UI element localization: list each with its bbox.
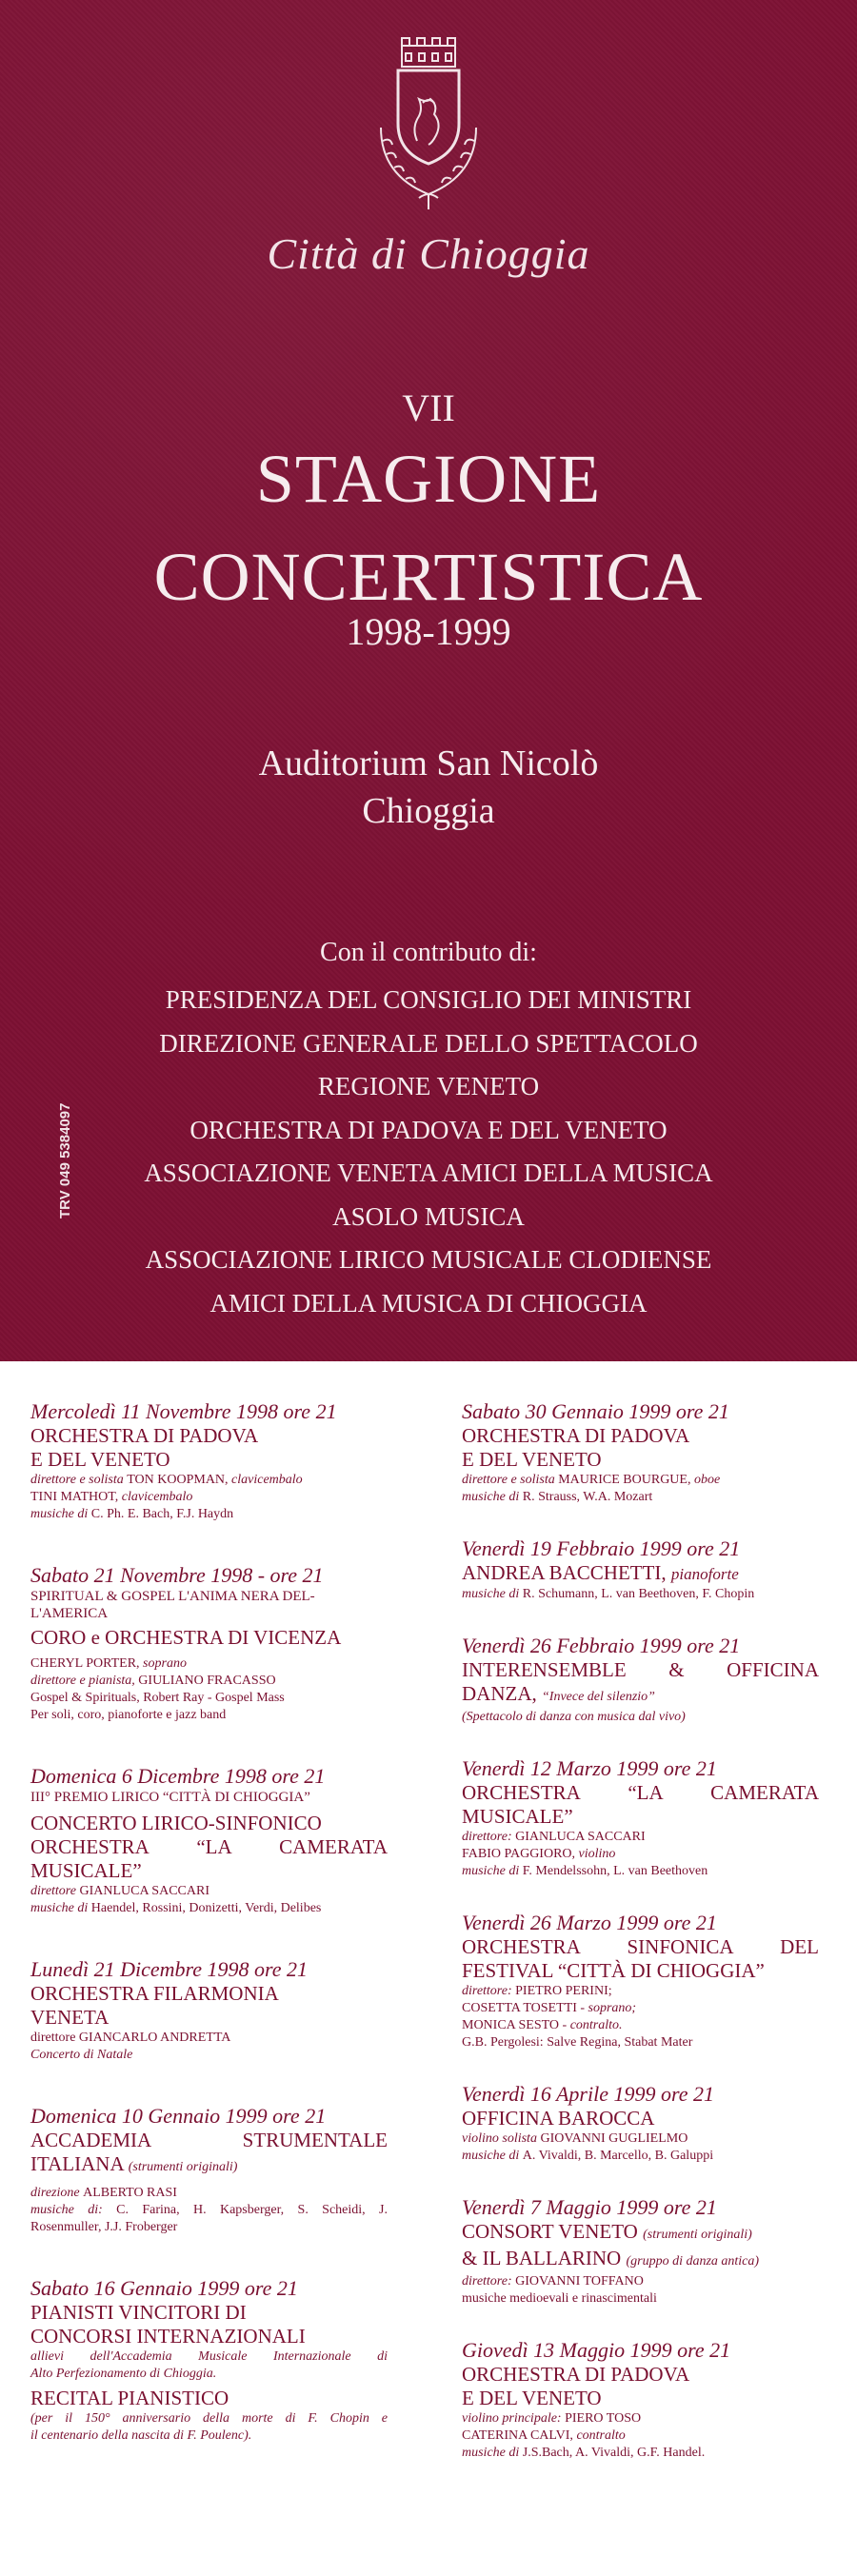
concert-details — [30, 2348, 388, 2383]
detail-text: CATERINA CALVI, — [462, 2428, 577, 2443]
detail-tail: oboe — [693, 1473, 721, 1487]
concert-entry — [462, 2338, 819, 2462]
detail-tail: contralto — [576, 2428, 626, 2443]
detail-label: musiche di — [462, 1864, 523, 1878]
concert-title-line: MUSICALE” — [462, 1805, 573, 1828]
detail-line — [30, 1489, 388, 1506]
concert-details — [462, 2273, 819, 2308]
sponsor-item: AMICI DELLA MUSICA DI CHIOGGIA — [209, 1288, 648, 1318]
concert-title — [30, 1982, 388, 2030]
detail-text: Haendel, Rossini, Donizetti, Verdi, Delibes — [90, 1901, 322, 1915]
concert-title-line: VENETA — [30, 2006, 110, 2029]
concert-date: Domenica 10 Gennaio 1999 ore 21 — [30, 2104, 327, 2128]
concert-entry — [30, 1764, 388, 1917]
concert-date: Lunedì 21 Dicembre 1998 ore 21 — [30, 1957, 309, 1981]
sponsor-item: ASSOCIAZIONE LIRICO MUSICALE CLODIENSE — [145, 1245, 712, 1274]
detail-text: J.S.Bach, A. Vivaldi, G.F. Handel. — [522, 2446, 706, 2460]
detail-text: C. Farina, H. Kapsberger, S. Scheidi, J. — [116, 2203, 388, 2217]
detail-text: R. Schumann, L. van Beethoven, F. Chopin — [522, 1587, 755, 1601]
detail-line — [30, 1900, 388, 1917]
concert-date: Domenica 6 Dicembre 1998 ore 21 — [30, 1764, 326, 1788]
title-text: ITALIANA — [30, 2152, 124, 2175]
concert-details — [30, 1883, 388, 1917]
concert-date: Venerdì 19 Febbraio 1999 ore 21 — [462, 1536, 741, 1560]
detail-text: GIOVANNI GUGLIELMO — [540, 2131, 688, 2146]
detail-text: R. Strauss, W.A. Mozart — [522, 1490, 653, 1504]
concert-details — [462, 1983, 819, 2051]
sponsor-list — [0, 979, 857, 1325]
detail-tail: clavicembalo — [121, 1490, 193, 1504]
title-subtext: (gruppo di danza antica) — [626, 2254, 760, 2269]
sponsor-item: ASOLO MUSICA — [332, 1201, 525, 1231]
programme-right-column — [462, 1399, 819, 2492]
concert-pretitle: III° PREMIO LIRICO “CITTÀ DI CHIOGGIA” — [30, 1790, 310, 1805]
title-subtext: (strumenti originali) — [643, 2228, 752, 2242]
concert-title — [462, 1781, 819, 1829]
concert-date: Venerdì 26 Marzo 1999 ore 21 — [462, 1911, 717, 1934]
concert-details — [30, 1655, 388, 1724]
concert-title — [462, 1935, 819, 1983]
pretitle-line: SPIRITUAL & GOSPEL L'ANIMA NERA DEL- — [30, 1589, 315, 1604]
contributors-intro: Con il contributo di: — [320, 938, 537, 967]
detail-label: musiche di — [462, 1587, 523, 1601]
detail-tail: clavicembalo — [231, 1473, 303, 1487]
concert-title-line: ORCHESTRA DI PADOVA — [30, 1424, 259, 1447]
concert-title-line: FESTIVAL “CITTÀ DI CHIOGGIA” — [462, 1959, 765, 1982]
sponsor-item: REGIONE VENETO — [317, 1072, 540, 1100]
concert-details — [30, 2185, 388, 2236]
concert-entry — [462, 1756, 819, 1880]
concert-title-line: CONCERTO LIRICO-SINFONICO — [30, 1812, 322, 1834]
concert-entry — [30, 2276, 388, 2445]
detail-label: direttore — [30, 1884, 80, 1898]
detail-text: F. Mendelssohn, L. van Beethoven — [522, 1864, 708, 1878]
detail-label: direttore e solista — [30, 1473, 128, 1487]
detail-label: direttore e solista — [462, 1473, 559, 1487]
detail-label: violino solista — [462, 2131, 541, 2146]
detail-line — [30, 1506, 388, 1523]
concert-title-line: ORCHESTRA SINFONICA DEL — [462, 1935, 819, 1958]
title-subtext: pianoforte — [670, 1565, 739, 1583]
concert-title-line — [462, 1682, 819, 1709]
concert-details — [462, 1709, 819, 1726]
title-subtext: (strumenti originali) — [128, 2160, 238, 2174]
city-crest-icon — [352, 36, 505, 217]
detail-label: direzione — [30, 2186, 84, 2200]
concert-details — [462, 2130, 819, 2165]
detail-tail: soprano — [143, 1656, 187, 1671]
concert-entry — [462, 1634, 819, 1726]
detail-text: TON KOOPMAN, — [127, 1473, 232, 1487]
concert-title-line: MUSICALE” — [30, 1859, 142, 1882]
concert-title-line: CONCORSI INTERNAZIONALI — [30, 2325, 306, 2348]
title-text: DANZA, — [462, 1682, 542, 1705]
detail-line: G.B. Pergolesi: Salve Regina, Stabat Mater — [462, 2035, 693, 2050]
concert-date: Venerdì 16 Aprile 1999 ore 21 — [462, 2082, 714, 2106]
sponsor-item: ASSOCIAZIONE VENETA AMICI DELLA MUSICA — [144, 1159, 713, 1187]
detail-text: GIANLUCA SACCARI — [515, 1830, 646, 1844]
detail-label: musiche di — [462, 2446, 523, 2460]
detail-label: musiche di: — [30, 2203, 117, 2217]
concert-title-line: ORCHESTRA FILARMONIA — [30, 1982, 279, 2005]
concert-title — [462, 2220, 819, 2273]
detail-label: musiche di — [30, 1901, 91, 1915]
detail-line: allievi dell'Accademia Musicale Internazionale di — [30, 2349, 388, 2364]
detail-label: direttore: — [462, 2274, 516, 2289]
side-code: TRV 049 5384097 — [57, 1102, 73, 1219]
concert-title-line: E DEL VENETO — [462, 1448, 602, 1471]
concert-entry — [30, 1563, 388, 1724]
concert-title-line: ORCHESTRA “LA CAMERATA — [30, 1835, 388, 1858]
detail-tail: contralto. — [569, 2018, 623, 2032]
detail-label: direttore e pianista, — [30, 1674, 139, 1688]
title-text: CONSORT VENETO — [462, 2220, 644, 2243]
sponsor-item: ORCHESTRA DI PADOVA E DEL VENETO — [189, 1115, 668, 1144]
season-title-line-1: STAGIONE — [255, 441, 602, 517]
detail-text: PIERO TOSO — [565, 2411, 642, 2426]
detail-label: musiche di — [462, 1490, 523, 1504]
detail-text: GIOVANNI TOFFANO — [515, 2274, 644, 2289]
concert-details — [462, 1472, 819, 1506]
concert-date: Venerdì 26 Febbraio 1999 ore 21 — [462, 1634, 741, 1657]
concert-title-line — [30, 2152, 388, 2179]
concert-title-line: ORCHESTRA “LA CAMERATA — [462, 1781, 819, 1804]
title-text: ANDREA BACCHETTI, — [462, 1561, 671, 1584]
detail-tail: violino — [578, 1847, 616, 1861]
concert-entry — [30, 1399, 388, 1523]
concert-details — [30, 1472, 388, 1523]
concert-details — [462, 2410, 819, 2462]
detail-line — [462, 2445, 819, 2462]
detail-text: CHERYL PORTER, — [30, 1656, 144, 1671]
detail-line — [30, 1883, 388, 1900]
concert-entry — [30, 1957, 388, 2064]
venue-city: Chioggia — [362, 791, 495, 831]
season-title-line-2: CONCERTISTICA — [153, 539, 704, 615]
concert-date: Venerdì 7 Maggio 1999 ore 21 — [462, 2195, 717, 2219]
detail-line — [30, 1655, 388, 1673]
detail-text: TINI MATHOT, — [30, 1490, 122, 1504]
detail-line — [30, 1472, 388, 1489]
concert-details — [462, 1586, 819, 1603]
concert-title: CORO e ORCHESTRA DI VICENZA — [30, 1626, 342, 1649]
note-line: (per il 150° anniversario della morte di F. Chopin e — [30, 2411, 388, 2426]
title-subtext: “Invece del silenzio” — [542, 1690, 655, 1704]
detail-line: Alto Perfezionamento di Chioggia. — [30, 2367, 217, 2381]
detail-line — [462, 2148, 819, 2165]
concert-title-b: RECITAL PIANISTICO — [30, 2387, 229, 2409]
concert-pretitle — [30, 1588, 388, 1622]
season-years: 1998-1999 — [346, 610, 511, 653]
detail-label: direttore: — [462, 1830, 516, 1844]
concert-title: OFFICINA BAROCCA — [462, 2107, 655, 2130]
concert-title-line: PIANISTI VINCITORI DI — [30, 2301, 247, 2324]
detail-line: musiche medioevali e rinascimentali — [462, 2291, 657, 2306]
detail-line: (Spettacolo di danza con musica dal vivo) — [462, 1710, 686, 1724]
detail-label: musiche di — [462, 2149, 523, 2163]
detail-text: PIETRO PERINI; — [515, 1984, 612, 1998]
concert-title — [30, 2129, 388, 2179]
detail-line — [462, 1586, 819, 1603]
title-text: & IL BALLARINO — [462, 2247, 627, 2269]
detail-line — [462, 1829, 819, 1846]
sponsor-item: PRESIDENZA DEL CONSIGLIO DEI MINISTRI — [165, 985, 692, 1014]
detail-line — [462, 1863, 819, 1880]
detail-line — [30, 1673, 388, 1690]
concert-notes — [30, 2410, 388, 2445]
detail-text: MONICA SESTO - — [462, 2018, 570, 2032]
concert-date: Sabato 16 Gennaio 1999 ore 21 — [30, 2276, 298, 2300]
programme-left-column — [30, 1399, 388, 2485]
concert-title-line: INTERENSEMBLE & OFFICINA — [462, 1658, 819, 1681]
concert-entry — [462, 2082, 819, 2165]
detail-line — [462, 2273, 819, 2290]
concert-title-line: E DEL VENETO — [30, 1448, 170, 1471]
concert-title-line — [462, 2247, 819, 2273]
detail-line: direttore GIANCARLO ANDRETTA — [30, 2031, 231, 2045]
concert-title — [30, 1424, 388, 1472]
sponsor-item: DIREZIONE GENERALE DELLO SPETTACOLO — [159, 1028, 698, 1058]
concert-title — [462, 1424, 819, 1472]
concert-entry — [462, 1399, 819, 1506]
detail-tail: soprano; — [588, 2001, 637, 2015]
detail-line: Rosenmuller, J.J. Froberger — [30, 2220, 178, 2234]
detail-line — [462, 2130, 819, 2148]
note-line: il centenario della nascita di F. Poulenc). — [30, 2428, 252, 2443]
venue-name: Auditorium San Nicolò — [258, 743, 599, 783]
concert-entry — [462, 1911, 819, 2051]
detail-line — [462, 2000, 819, 2017]
concert-date: Sabato 21 Novembre 1998 - ore 21 — [30, 1563, 324, 1587]
detail-line — [462, 1489, 819, 1506]
concert-title-line: ORCHESTRA DI PADOVA — [462, 2363, 690, 2386]
pretitle-line: L'AMERICA — [30, 1606, 109, 1621]
concert-entry — [30, 2104, 388, 2236]
concert-date: Sabato 30 Gennaio 1999 ore 21 — [462, 1399, 729, 1423]
detail-label: musiche di — [30, 1507, 91, 1521]
detail-line — [462, 2017, 819, 2034]
concert-title — [30, 1812, 388, 1883]
detail-text: ALBERTO RASI — [83, 2186, 177, 2200]
concert-title — [462, 1658, 819, 1709]
concert-details — [30, 2030, 388, 2064]
detail-text: MAURICE BOURGUE, — [558, 1473, 694, 1487]
concert-title — [462, 1561, 819, 1586]
detail-text: GIANLUCA SACCARI — [79, 1884, 209, 1898]
detail-line — [462, 2410, 819, 2427]
concert-title — [30, 2301, 388, 2348]
concert-details — [462, 1829, 819, 1880]
detail-line — [462, 1846, 819, 1863]
detail-line — [462, 1983, 819, 2000]
detail-line: Gospel & Spirituals, Robert Ray - Gospel Mass — [30, 1691, 285, 1705]
detail-line — [30, 2202, 388, 2219]
detail-text: C. Ph. E. Bach, F.J. Haydn — [90, 1507, 234, 1521]
concert-date: Venerdì 12 Marzo 1999 ore 21 — [462, 1756, 717, 1780]
concert-title-line: E DEL VENETO — [462, 2387, 602, 2409]
detail-line: Per soli, coro, pianoforte e jazz band — [30, 1708, 227, 1722]
concert-date: Giovedì 13 Maggio 1999 ore 21 — [462, 2338, 731, 2362]
concert-title-line: ORCHESTRA DI PADOVA — [462, 1424, 690, 1447]
detail-line — [462, 2427, 819, 2445]
detail-label: violino principale: — [462, 2411, 566, 2426]
detail-label: direttore: — [462, 1984, 516, 1998]
detail-text: COSETTA TOSETTI - — [462, 2001, 588, 2015]
detail-line: Concerto di Natale — [30, 2048, 133, 2062]
concert-date: Mercoledì 11 Novembre 1998 ore 21 — [30, 1399, 337, 1423]
detail-line — [30, 2185, 388, 2202]
season-edition: VII — [402, 386, 455, 429]
concert-entry — [462, 2195, 819, 2308]
concert-title-line — [462, 2220, 819, 2247]
concert-entry — [462, 1536, 819, 1603]
city-name: Città di Chioggia — [267, 229, 590, 278]
concert-title — [462, 2363, 819, 2410]
detail-text: GIULIANO FRACASSO — [138, 1674, 276, 1688]
concert-title-line: ACCADEMIA STRUMENTALE — [30, 2129, 388, 2151]
detail-text: A. Vivaldi, B. Marcello, B. Galuppi — [522, 2149, 714, 2163]
detail-line — [462, 1472, 819, 1489]
detail-text: FABIO PAGGIORO, — [462, 1847, 579, 1861]
